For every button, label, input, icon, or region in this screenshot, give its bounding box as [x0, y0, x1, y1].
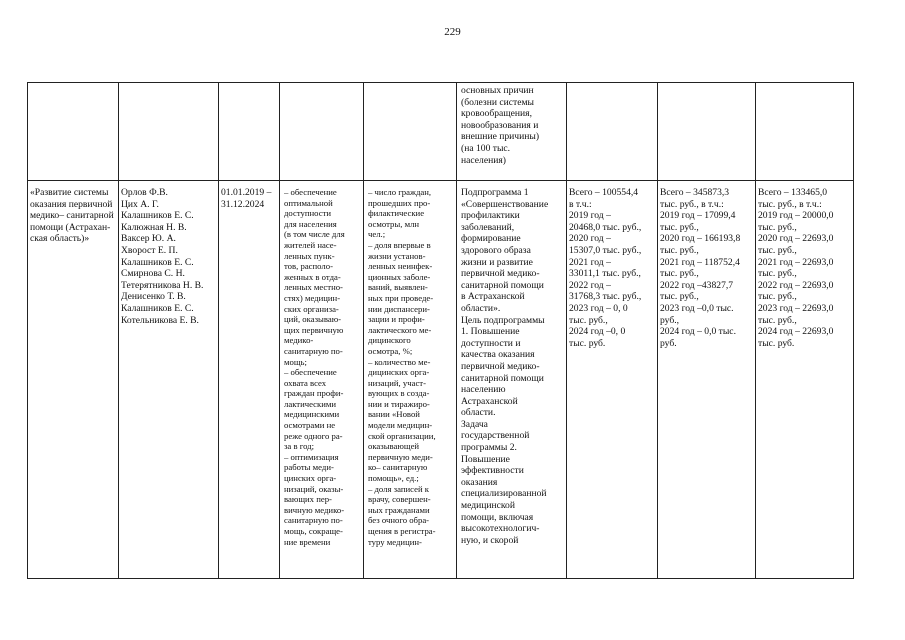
text-line: – оптимизация: [284, 451, 339, 462]
text-line: женных в отда-: [284, 271, 341, 282]
text-line: основных причин: [461, 85, 534, 96]
text-line: модели медицин-: [368, 420, 433, 431]
text-line: 20468,0 тыс. руб.,: [569, 221, 642, 233]
text-line: цинских орга-: [284, 473, 337, 484]
text-line: внешние причины): [461, 131, 540, 143]
text-line: 2020 год – 22693,0: [758, 233, 834, 245]
text-line: за в год;: [284, 441, 315, 452]
text-line: – обеспечение: [284, 367, 337, 378]
text-line: жизни установ-: [368, 250, 426, 261]
text-line: оказания первичной: [30, 198, 113, 210]
text-line: чел.;: [368, 229, 386, 240]
text-line: тыс. руб.,: [758, 244, 797, 256]
text-line: 2023 год –0,0 тыс.: [660, 302, 734, 314]
text-line: населения): [461, 154, 506, 166]
text-line: руб.,: [660, 314, 680, 326]
funding-total-cell: [660, 187, 755, 367]
text-line: новообразования и: [461, 119, 539, 131]
text-line: Калашников Е. С.: [121, 302, 194, 314]
text-line: здорового образа: [461, 244, 531, 256]
text-line: осмотра, %;: [368, 345, 413, 356]
goal-indicator-cell: [461, 85, 565, 179]
text-line: ционных заболе-: [368, 271, 431, 282]
text-line: тов, располо-: [284, 261, 333, 272]
text-line: ных гражданами: [368, 504, 430, 515]
text-line: тыс. руб.,: [660, 244, 699, 256]
text-line: государственной: [461, 430, 530, 442]
text-line: – доля впервые в: [368, 239, 431, 250]
text-line: Всего – 133465,0: [758, 187, 828, 198]
text-line: 2022 год – 22693,0: [758, 279, 834, 291]
text-line: ваний, выявлен-: [368, 282, 428, 293]
row-divider: [27, 180, 853, 181]
text-line: области.: [461, 407, 496, 419]
text-line: помощи (Астрахан-: [30, 221, 111, 233]
text-line: 2019 год – 20000,0: [758, 210, 834, 222]
text-line: 2023 год – 22693,0: [758, 302, 834, 314]
text-line: низаций, оказы-: [284, 483, 344, 494]
text-line: 2021 год –: [569, 256, 611, 268]
text-line: 2024 год – 22693,0: [758, 326, 834, 338]
text-line: ние времени: [284, 536, 331, 547]
text-line: помощь», ед.;: [368, 473, 419, 484]
text-line: 2022 год –43827,7: [660, 279, 734, 291]
text-line: первичную меди-: [368, 451, 433, 462]
text-line: программы 2.: [461, 442, 517, 454]
executors-cell: [121, 187, 217, 337]
text-line: вующих в созда-: [368, 388, 430, 399]
text-line: Калашников Е. С.: [121, 210, 194, 222]
col-border: [27, 82, 28, 579]
text-line: 2022 год –: [569, 279, 611, 291]
col-border: [657, 82, 658, 579]
text-line: 2021 год – 22693,0: [758, 256, 834, 268]
text-line: 2019 год – 17099,4: [660, 210, 736, 222]
text-line: помощи, включая: [461, 511, 534, 523]
col-border: [853, 82, 854, 579]
text-line: тыс. руб.,: [660, 268, 699, 280]
table-bottom-border: [27, 578, 853, 579]
text-line: – количество ме-: [368, 356, 431, 367]
text-line: Задача: [461, 418, 488, 430]
text-line: для населения: [284, 218, 337, 229]
text-line: качества оказания: [461, 349, 535, 361]
text-line: осмотрами не: [284, 420, 336, 431]
text-line: тыс. руб.,: [758, 314, 797, 326]
text-line: Астраханской: [461, 395, 518, 407]
text-line: щения в регистра-: [368, 526, 436, 536]
text-line: вающих пер-: [284, 494, 332, 505]
text-line: Калашников Е. С.: [121, 256, 194, 268]
text-line: 1. Повышение: [461, 326, 520, 338]
text-line: нии и тиражиро-: [368, 398, 430, 409]
text-line: 15307,0 тыс. руб.,: [569, 244, 642, 256]
text-line: тыс. руб.: [758, 337, 795, 349]
text-line: тыс. руб.,: [758, 291, 797, 303]
text-line: профилактики: [461, 210, 520, 222]
text-line: 2020 год – 166193,8: [660, 233, 741, 245]
text-line: Всего – 345873,3: [660, 187, 730, 198]
text-line: 2020 год –: [569, 233, 611, 245]
text-line: тыс. руб., в т.ч.:: [758, 198, 822, 210]
text-line: туру медицин-: [368, 536, 422, 547]
text-line: медицинской: [461, 500, 515, 512]
text-line: мощь;: [284, 356, 307, 367]
text-line: ную, и скорой: [461, 534, 519, 546]
text-line: 2021 год – 118752,4: [660, 256, 740, 268]
text-line: – доля записей к: [368, 483, 429, 494]
measures-cell: [284, 187, 357, 577]
text-line: первичной медико-: [461, 268, 540, 280]
text-line: Ваксер Ю. А.: [121, 233, 176, 245]
text-line: мощь, сокраще-: [284, 526, 343, 536]
text-line: (болезни системы: [461, 96, 534, 108]
text-line: кровообращения,: [461, 108, 532, 120]
text-line: (в том числе для: [284, 229, 345, 240]
text-line: населению: [461, 384, 506, 396]
text-line: жизни и развитие: [461, 256, 533, 268]
text-line: доступности: [284, 208, 332, 219]
text-line: Котельникова Е. В.: [121, 314, 199, 326]
text-line: санитарной помощи: [461, 372, 544, 384]
text-line: – обеспечение: [284, 187, 337, 197]
text-line: граждан профи-: [284, 388, 344, 399]
text-line: Всего – 100554,4: [569, 187, 639, 198]
text-line: медико– санитарной: [30, 210, 114, 222]
text-line: 01.01.2019 –: [221, 187, 272, 198]
text-line: 33011,1 тыс. руб.,: [569, 268, 641, 280]
page-number: 229: [444, 26, 461, 38]
text-line: Хворост Е. П.: [121, 244, 178, 256]
text-line: Смирнова С. Н.: [121, 268, 185, 280]
text-line: ской организации,: [368, 430, 436, 441]
text-line: санитарной помощи: [461, 279, 544, 291]
text-line: ций, оказываю-: [284, 314, 342, 325]
text-line: нии диспансери-: [368, 303, 430, 314]
text-line: заболеваний,: [461, 221, 515, 233]
text-line: реже одного ра-: [284, 430, 343, 441]
text-line: ских организа-: [284, 303, 339, 314]
text-line: зации и профи-: [368, 314, 425, 325]
text-line: медико-: [284, 335, 314, 346]
text-line: первичной медико-: [461, 360, 540, 372]
table-top-border: [27, 82, 853, 83]
col-border: [218, 82, 219, 579]
text-line: охвата всех: [284, 377, 327, 388]
text-line: «Развитие системы: [30, 187, 109, 198]
text-line: Тетерятникова Н. В.: [121, 279, 204, 291]
text-line: Денисенко Т. В.: [121, 291, 186, 303]
text-line: вичную медико-: [284, 504, 345, 515]
text-line: жителей насе-: [284, 239, 337, 250]
text-line: ко– санитарную: [368, 462, 428, 473]
text-line: (на 100 тыс.: [461, 142, 511, 154]
text-line: – число граждан,: [368, 187, 432, 197]
text-line: 2023 год – 0, 0: [569, 302, 628, 314]
text-line: специализированной: [461, 488, 547, 500]
text-line: тыс. руб.: [569, 337, 606, 349]
text-line: оказания: [461, 476, 498, 488]
text-line: ленных неинфек-: [368, 261, 433, 272]
text-line: ленных местно-: [284, 282, 343, 293]
text-line: 2024 год –0, 0: [569, 326, 626, 338]
program-name-cell: [30, 187, 116, 267]
text-line: тыс. руб.,: [758, 268, 797, 280]
text-line: ская область)»: [30, 233, 90, 245]
text-line: тыс. руб.,: [660, 291, 699, 303]
text-line: 2019 год –: [569, 210, 611, 222]
text-line: без очного обра-: [368, 515, 430, 526]
text-line: вании «Новой: [368, 409, 420, 420]
text-line: ленных пунк-: [284, 250, 335, 261]
funding-2019-cell: [569, 187, 657, 367]
text-line: высокотехнологич-: [461, 523, 540, 535]
text-line: санитарную по-: [284, 345, 343, 356]
text-line: оказывающей: [368, 441, 420, 452]
text-line: лактическими: [284, 398, 337, 409]
text-line: лактического ме-: [368, 324, 432, 335]
text-line: формирование: [461, 233, 521, 245]
text-line: дицинских орга-: [368, 367, 430, 378]
text-line: ных при проведе-: [368, 292, 434, 303]
text-line: 2024 год – 0,0 тыс.: [660, 326, 736, 338]
text-line: медицинскими: [284, 409, 340, 420]
text-line: Цель подпрограммы: [461, 314, 545, 326]
text-line: санитарную по-: [284, 515, 343, 526]
text-line: области».: [461, 302, 501, 314]
text-line: в т.ч.:: [569, 198, 592, 210]
text-line: щих первичную: [284, 324, 344, 335]
text-line: Калюжная Н. В.: [121, 221, 187, 233]
subprogram-cell: [461, 187, 565, 577]
text-line: тыс. руб.,: [758, 221, 797, 233]
text-line: тыс. руб.,: [569, 314, 608, 326]
text-line: 31768,3 тыс. руб.,: [569, 291, 642, 303]
col-border: [755, 82, 756, 579]
text-line: «Совершенствование: [461, 198, 549, 210]
text-line: тыс. руб.,: [660, 221, 699, 233]
text-line: Повышение: [461, 453, 510, 465]
text-line: работы меди-: [284, 462, 334, 473]
text-line: дицинского: [368, 335, 411, 346]
indicators-cell: [368, 187, 451, 577]
col-border: [118, 82, 119, 579]
text-line: осмотры, млн: [368, 218, 420, 229]
col-border: [456, 82, 457, 579]
text-line: врачу, совершен-: [368, 494, 431, 505]
text-line: руб.: [660, 337, 677, 349]
text-line: тыс. руб., в т.ч.:: [660, 198, 724, 210]
funding-plan-cell: [758, 187, 853, 367]
text-line: оптимальной: [284, 197, 333, 208]
col-border: [279, 82, 280, 579]
col-border: [566, 82, 567, 579]
period-cell: [221, 187, 277, 217]
text-line: доступности и: [461, 337, 521, 349]
text-line: Цих А. Г.: [121, 198, 159, 210]
text-line: в Астраханской: [461, 291, 525, 303]
text-line: 31.12.2024: [221, 198, 265, 210]
text-line: Орлов Ф.В.: [121, 187, 168, 198]
text-line: стях) медицин-: [284, 292, 341, 303]
text-line: эффективности: [461, 465, 524, 477]
text-line: низаций, участ-: [368, 377, 426, 388]
text-line: Подпрограмма 1: [461, 187, 529, 198]
text-line: филактические: [368, 208, 425, 219]
col-border: [363, 82, 364, 579]
text-line: прошедших про-: [368, 197, 431, 208]
